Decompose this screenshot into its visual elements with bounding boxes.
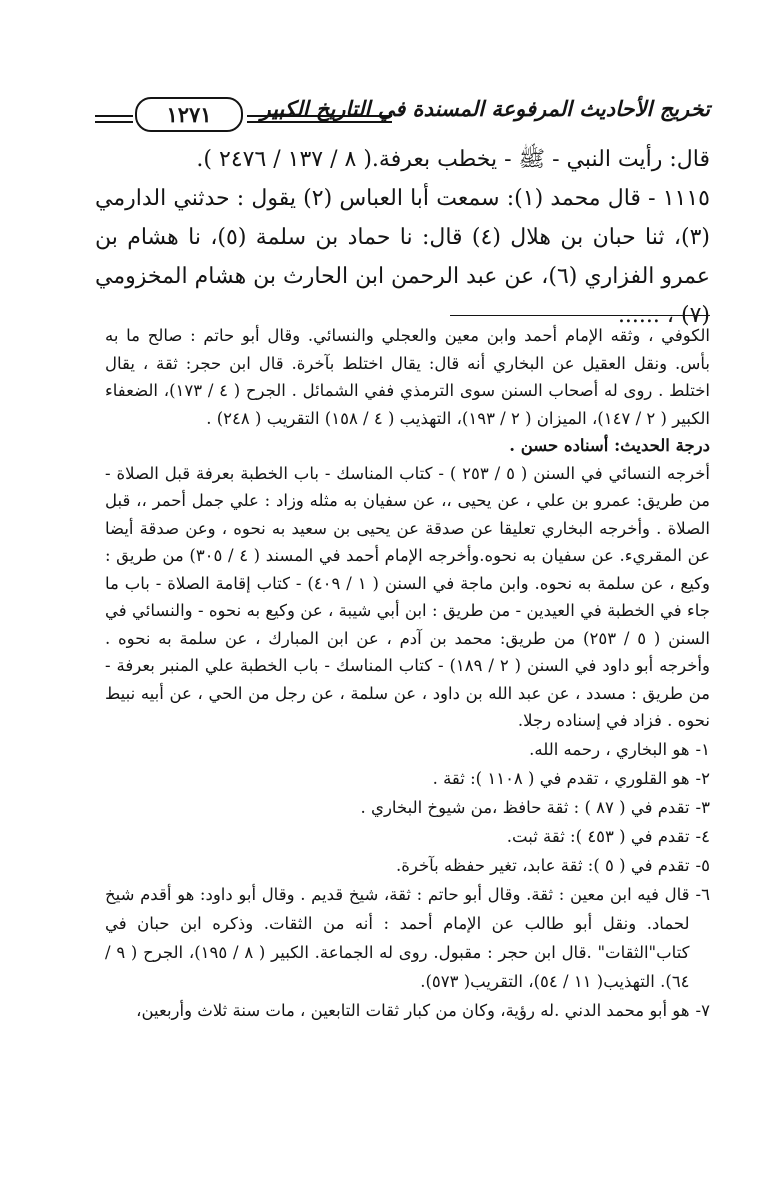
running-header [95,92,710,132]
footnotes-section [105,322,710,1025]
footnote-item: ٧- هو أبو محمد الدني .له رؤية، وكان من كبار ثقات التابعين ، مات سنة ثلاث وأربعين، [136,1000,710,1020]
page-number: ١٢٧١ [135,97,243,132]
hadith-1115: ١١١٥ - قال محمد (١): سمعت أبا العباس (٢) يقول : حدثني الدارمي (٣)، ثنا حبان بن هلال (٤) قال: نا حماد بن سلمة (٥)، نا هشام بن عمرو الفزاري (٦)، عن عبد الرحمن ابن الحارث بن هشام المخزومي (٧) ، ...... [95,186,711,328]
footnote-separator [450,315,710,316]
footnote-item: ١- هو البخاري ، رحمه الله. [529,739,710,759]
header-rule [247,121,392,123]
footnote-list [105,735,710,1025]
footnote-item: ٢- هو القلوري ، تقدم في ( ١١٠٨ ): ثقة . [432,768,710,788]
header-title: تخريج الأحاديث المرفوعة المسندة في التاريخ الكبير [260,96,710,121]
takhrij-paragraph: أخرجه النسائي في السنن ( ٥ / ٢٥٣ ) - كتاب المناسك - باب الخطبة بعرفة قبل الصلاة - من طريق: عمرو بن علي ، عن يحيى ،، عن سفيان به مثله وزاد : علي جمل أحمر ،، قبل الصلاة . وأخرجه البخاري تعليقا عن صدقة عن يحيى بن سعيد به نحوه ، وعن صدقة أيضا عن المقريء. عن سفيان به نحوه.وأخرجه الإمام أحمد في المسند ( ٤ / ٣٠٥) من طريق : وكيع ، عن سلمة به نحوه. وابن ماجة في السنن ( ١ / ٤٠٩) - كتاب إقامة الصلاة - باب ما جاء في الخطبة في العيدين - من طريق : ابن أبي شيبة ، عن وكيع به نحوه - والنسائي في السنن ( ٥ / ٢٥٣) من طريق: محمد بن آدم ، عن ابن المبارك ، عن سلمة به نحوه . وأخرجه أبو داود في السنن ( ٢ / ١٨٩) - كتاب المناسك - باب الخطبة علي المنبر بعرفة - من طريق : مسدد ، عن عبد الله بن داود ، عن سلمة ، عن رجل من الحي ، عن أبيه نبيط نحوه . فزاد في إسناده رجلا. [105,463,711,730]
footnote-item: ٥- تقدم في ( ٥ ): ثقة عابد، تغير حفظه بآخرة. [395,855,710,875]
note-paragraph: الكوفي ، وثقه الإمام أحمد وابن معين والعجلي والنسائي. وقال أبو حاتم : صالح ما به بأس. ونقل العقيل عن البخاري أنه قال: يقال اختلط بآخرة. قال ابن حجر: ثقة ، يقال اختلط . روى له أصحاب السنن سوى الترمذي ففي الشمائل . الجرح ( ٤ / ١٧٣)، الضعفاء الكبير ( ٢ / ١٤٧)، الميزان ( ٢ / ١٩٣)، التهذيب ( ٤ / ١٥٨) التقريب ( ٢٤٨) . [105,326,710,428]
main-text [95,140,710,335]
footnote-item: ٣- تقدم في ( ٨٧ ) : ثقة حافظ ،من شيوخ البخاري . [360,797,710,817]
hadith-degree: درجة الحديث: أسناده حسن . [509,436,710,455]
hadith-line: قال: رأيت النبي - ﷺ - يخطب بعرفة.( ٨ / ١٣٧ / ٢٤٧٦ ). [196,147,710,172]
footnote-item: ٤- تقدم في ( ٤٥٣ ): ثقة ثبت. [506,826,710,846]
footnote-item: ٦- قال فيه ابن معين : ثقة. وقال أبو حاتم : ثقة، شيخ قديم . وقال أبو داود: هو أقدم شيخ لحماد. ونقل أبو طالب عن الإمام أحمد : أنه من الثقات. وذكره ابن حبان في كتاب"الثقات" .قال ابن حجر : مقبول. روى له الجماعة. الكبير ( ٨ / ١٩٥)، الجرح ( ٩ / ٦٤). التهذيب( ١١ / ٥٤)، التقريب( ٥٧٣). [105,884,710,991]
header-rule [95,121,133,123]
header-rule [247,115,392,117]
header-rule [95,115,133,117]
